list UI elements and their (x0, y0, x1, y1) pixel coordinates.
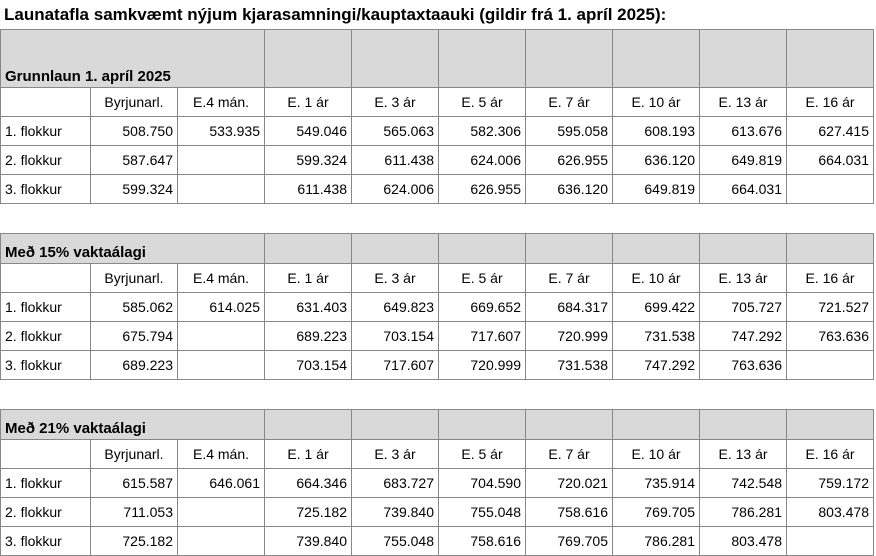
wage-cell[interactable]: 758.616 (526, 498, 613, 527)
wage-cell[interactable]: 636.120 (526, 175, 613, 204)
wage-cell[interactable]: 742.548 (700, 469, 787, 498)
wage-cell[interactable]: 769.705 (526, 527, 613, 556)
wage-cell[interactable]: 759.172 (787, 469, 874, 498)
wage-cell[interactable]: 549.046 (265, 117, 352, 146)
wage-cell[interactable]: 786.281 (700, 498, 787, 527)
wage-cell[interactable]: 608.193 (613, 117, 700, 146)
wage-cell[interactable]: 508.750 (91, 117, 178, 146)
wage-cell[interactable]: 711.053 (91, 498, 178, 527)
empty-cell[interactable] (526, 30, 613, 88)
column-header[interactable]: E.4 mán. (178, 264, 265, 293)
wage-cell[interactable] (178, 351, 265, 380)
wage-cell[interactable]: 646.061 (178, 469, 265, 498)
wage-cell[interactable]: 636.120 (613, 146, 700, 175)
wage-cell[interactable]: 747.292 (613, 351, 700, 380)
column-header-row (1, 264, 874, 293)
section-heading[interactable]: Grunnlaun 1. apríl 2025 (1, 30, 265, 88)
wage-cell[interactable]: 717.607 (439, 322, 526, 351)
column-header[interactable]: E. 16 ár (787, 264, 874, 293)
wage-cell[interactable]: 626.955 (439, 175, 526, 204)
empty-cell[interactable] (787, 234, 874, 264)
wage-cell[interactable] (178, 322, 265, 351)
wage-cell[interactable]: 624.006 (439, 146, 526, 175)
empty-cell[interactable] (613, 234, 700, 264)
wage-cell[interactable]: 725.182 (265, 498, 352, 527)
section-heading-row (1, 234, 874, 264)
empty-cell[interactable] (700, 410, 787, 440)
wage-cell[interactable]: 533.935 (178, 117, 265, 146)
column-header[interactable]: E.4 mán. (178, 88, 265, 117)
empty-cell[interactable] (265, 30, 352, 88)
column-header-row (1, 440, 874, 469)
wage-cell[interactable] (178, 527, 265, 556)
empty-cell[interactable] (787, 410, 874, 440)
column-header[interactable]: E. 10 ár (613, 440, 700, 469)
section-spacer (1, 380, 874, 410)
column-header[interactable]: E. 5 ár (439, 264, 526, 293)
wage-cell[interactable]: 755.048 (352, 527, 439, 556)
wage-cell[interactable]: 763.636 (787, 322, 874, 351)
wage-cell[interactable]: 669.652 (439, 293, 526, 322)
column-header[interactable]: E. 1 ár (265, 440, 352, 469)
wage-cell[interactable] (787, 175, 874, 204)
page-title: Launatafla samkvæmt nýjum kjarasamningi/kauptaxtaauki (gildir frá 1. apríl 2025): (4, 5, 667, 24)
column-header[interactable]: E. 7 ár (526, 440, 613, 469)
empty-cell[interactable] (265, 410, 352, 440)
column-header[interactable]: E. 3 ár (352, 264, 439, 293)
wage-cell[interactable] (178, 146, 265, 175)
wage-cell[interactable]: 565.063 (352, 117, 439, 146)
empty-cell[interactable] (700, 234, 787, 264)
wage-cell[interactable]: 731.538 (526, 351, 613, 380)
column-header[interactable]: E. 1 ár (265, 264, 352, 293)
column-header[interactable]: E. 13 ár (700, 264, 787, 293)
empty-cell[interactable] (352, 410, 439, 440)
empty-cell[interactable] (1, 440, 91, 469)
empty-cell[interactable] (439, 30, 526, 88)
wage-cell[interactable]: 739.840 (352, 498, 439, 527)
wage-cell[interactable]: 649.819 (700, 146, 787, 175)
empty-cell[interactable] (352, 30, 439, 88)
empty-cell[interactable] (526, 410, 613, 440)
column-header[interactable]: E. 5 ár (439, 440, 526, 469)
wage-cell[interactable]: 689.223 (91, 351, 178, 380)
row-label[interactable]: 2. flokkur (1, 498, 91, 527)
wage-cell[interactable]: 624.006 (352, 175, 439, 204)
section-spacer (1, 204, 874, 234)
empty-cell[interactable] (613, 30, 700, 88)
wage-cell[interactable]: 699.422 (613, 293, 700, 322)
column-header[interactable]: E. 7 ár (526, 88, 613, 117)
wage-cell[interactable]: 631.403 (265, 293, 352, 322)
wage-cell[interactable]: 627.415 (787, 117, 874, 146)
row-label[interactable]: 3. flokkur (1, 527, 91, 556)
wage-cell[interactable]: 595.058 (526, 117, 613, 146)
wage-cell[interactable] (178, 498, 265, 527)
wage-cell[interactable]: 703.154 (352, 322, 439, 351)
wage-table (0, 29, 874, 556)
empty-cell[interactable] (700, 30, 787, 88)
row-label[interactable]: 1. flokkur (1, 469, 91, 498)
column-header-row (1, 88, 874, 117)
empty-cell[interactable] (787, 30, 874, 88)
row-label[interactable]: 1. flokkur (1, 117, 91, 146)
row-label[interactable]: 2. flokkur (1, 322, 91, 351)
wage-cell[interactable]: 739.840 (265, 527, 352, 556)
table-row (1, 175, 874, 204)
wage-cell[interactable]: 599.324 (91, 175, 178, 204)
wage-cell[interactable]: 582.306 (439, 117, 526, 146)
wage-cell[interactable]: 703.154 (265, 351, 352, 380)
column-header[interactable]: E. 13 ár (700, 440, 787, 469)
wage-cell[interactable] (178, 175, 265, 204)
wage-cell[interactable]: 731.538 (613, 322, 700, 351)
wage-cell[interactable]: 769.705 (613, 498, 700, 527)
wage-cell[interactable]: 755.048 (439, 498, 526, 527)
section-heading[interactable]: Með 21% vaktaálagi (1, 410, 265, 440)
wage-cell[interactable]: 585.062 (91, 293, 178, 322)
column-header[interactable]: E. 10 ár (613, 88, 700, 117)
column-header[interactable]: E.4 mán. (178, 440, 265, 469)
table-row (1, 469, 874, 498)
column-header[interactable]: E. 3 ár (352, 88, 439, 117)
empty-cell[interactable] (439, 234, 526, 264)
wage-cell[interactable]: 649.823 (352, 293, 439, 322)
wage-cell[interactable]: 626.955 (526, 146, 613, 175)
column-header[interactable]: E. 16 ár (787, 440, 874, 469)
wage-cell[interactable]: 735.914 (613, 469, 700, 498)
column-header[interactable]: E. 1 ár (265, 88, 352, 117)
wage-cell[interactable]: 786.281 (613, 527, 700, 556)
section-heading-row (1, 410, 874, 440)
section-heading[interactable]: Með 15% vaktaálagi (1, 234, 265, 264)
wage-cell[interactable]: 720.021 (526, 469, 613, 498)
section-heading-row (1, 30, 874, 88)
column-header[interactable]: Byrjunarl. (91, 264, 178, 293)
wage-cell[interactable]: 717.607 (352, 351, 439, 380)
wage-cell[interactable] (787, 527, 874, 556)
wage-cell[interactable]: 803.478 (787, 498, 874, 527)
column-header[interactable]: Byrjunarl. (91, 88, 178, 117)
column-header[interactable]: Byrjunarl. (91, 440, 178, 469)
empty-cell[interactable] (613, 410, 700, 440)
wage-cell[interactable]: 599.324 (265, 146, 352, 175)
table-row (1, 146, 874, 175)
column-header[interactable]: E. 7 ár (526, 264, 613, 293)
wage-cell[interactable]: 611.438 (352, 146, 439, 175)
table-row (1, 527, 874, 556)
wage-cell[interactable]: 613.676 (700, 117, 787, 146)
wage-cell[interactable]: 758.616 (439, 527, 526, 556)
row-label[interactable]: 3. flokkur (1, 351, 91, 380)
wage-cell[interactable]: 587.647 (91, 146, 178, 175)
wage-cell[interactable]: 747.292 (700, 322, 787, 351)
wage-cell[interactable]: 721.527 (787, 293, 874, 322)
wage-cell[interactable] (787, 351, 874, 380)
wage-cell[interactable]: 649.819 (613, 175, 700, 204)
column-header[interactable]: E. 10 ár (613, 264, 700, 293)
empty-cell[interactable] (265, 234, 352, 264)
table-row (1, 117, 874, 146)
column-header[interactable]: E. 3 ár (352, 440, 439, 469)
wage-cell[interactable]: 664.346 (265, 469, 352, 498)
wage-cell[interactable]: 704.590 (439, 469, 526, 498)
empty-cell[interactable] (352, 234, 439, 264)
empty-cell[interactable] (526, 234, 613, 264)
empty-cell[interactable] (1, 88, 91, 117)
wage-cell[interactable]: 803.478 (700, 527, 787, 556)
wage-cell[interactable]: 725.182 (91, 527, 178, 556)
wage-cell[interactable]: 720.999 (439, 351, 526, 380)
column-header[interactable]: E. 16 ár (787, 88, 874, 117)
wage-cell[interactable]: 763.636 (700, 351, 787, 380)
wage-cell[interactable]: 664.031 (787, 146, 874, 175)
wage-cell[interactable]: 614.025 (178, 293, 265, 322)
empty-cell[interactable] (439, 410, 526, 440)
table-row (1, 351, 874, 380)
wage-cell[interactable]: 720.999 (526, 322, 613, 351)
table-row (1, 498, 874, 527)
table-row (1, 322, 874, 351)
wage-cell[interactable]: 684.317 (526, 293, 613, 322)
table-row (1, 293, 874, 322)
wage-cell[interactable]: 705.727 (700, 293, 787, 322)
wage-cell[interactable]: 683.727 (352, 469, 439, 498)
wage-cell[interactable]: 675.794 (91, 322, 178, 351)
column-header[interactable]: E. 5 ár (439, 88, 526, 117)
wage-cell[interactable]: 611.438 (265, 175, 352, 204)
column-header[interactable]: E. 13 ár (700, 88, 787, 117)
empty-cell[interactable] (1, 264, 91, 293)
wage-cell[interactable]: 615.587 (91, 469, 178, 498)
row-label[interactable]: 2. flokkur (1, 146, 91, 175)
row-label[interactable]: 3. flokkur (1, 175, 91, 204)
wage-cell[interactable]: 664.031 (700, 175, 787, 204)
row-label[interactable]: 1. flokkur (1, 293, 91, 322)
wage-cell[interactable]: 689.223 (265, 322, 352, 351)
